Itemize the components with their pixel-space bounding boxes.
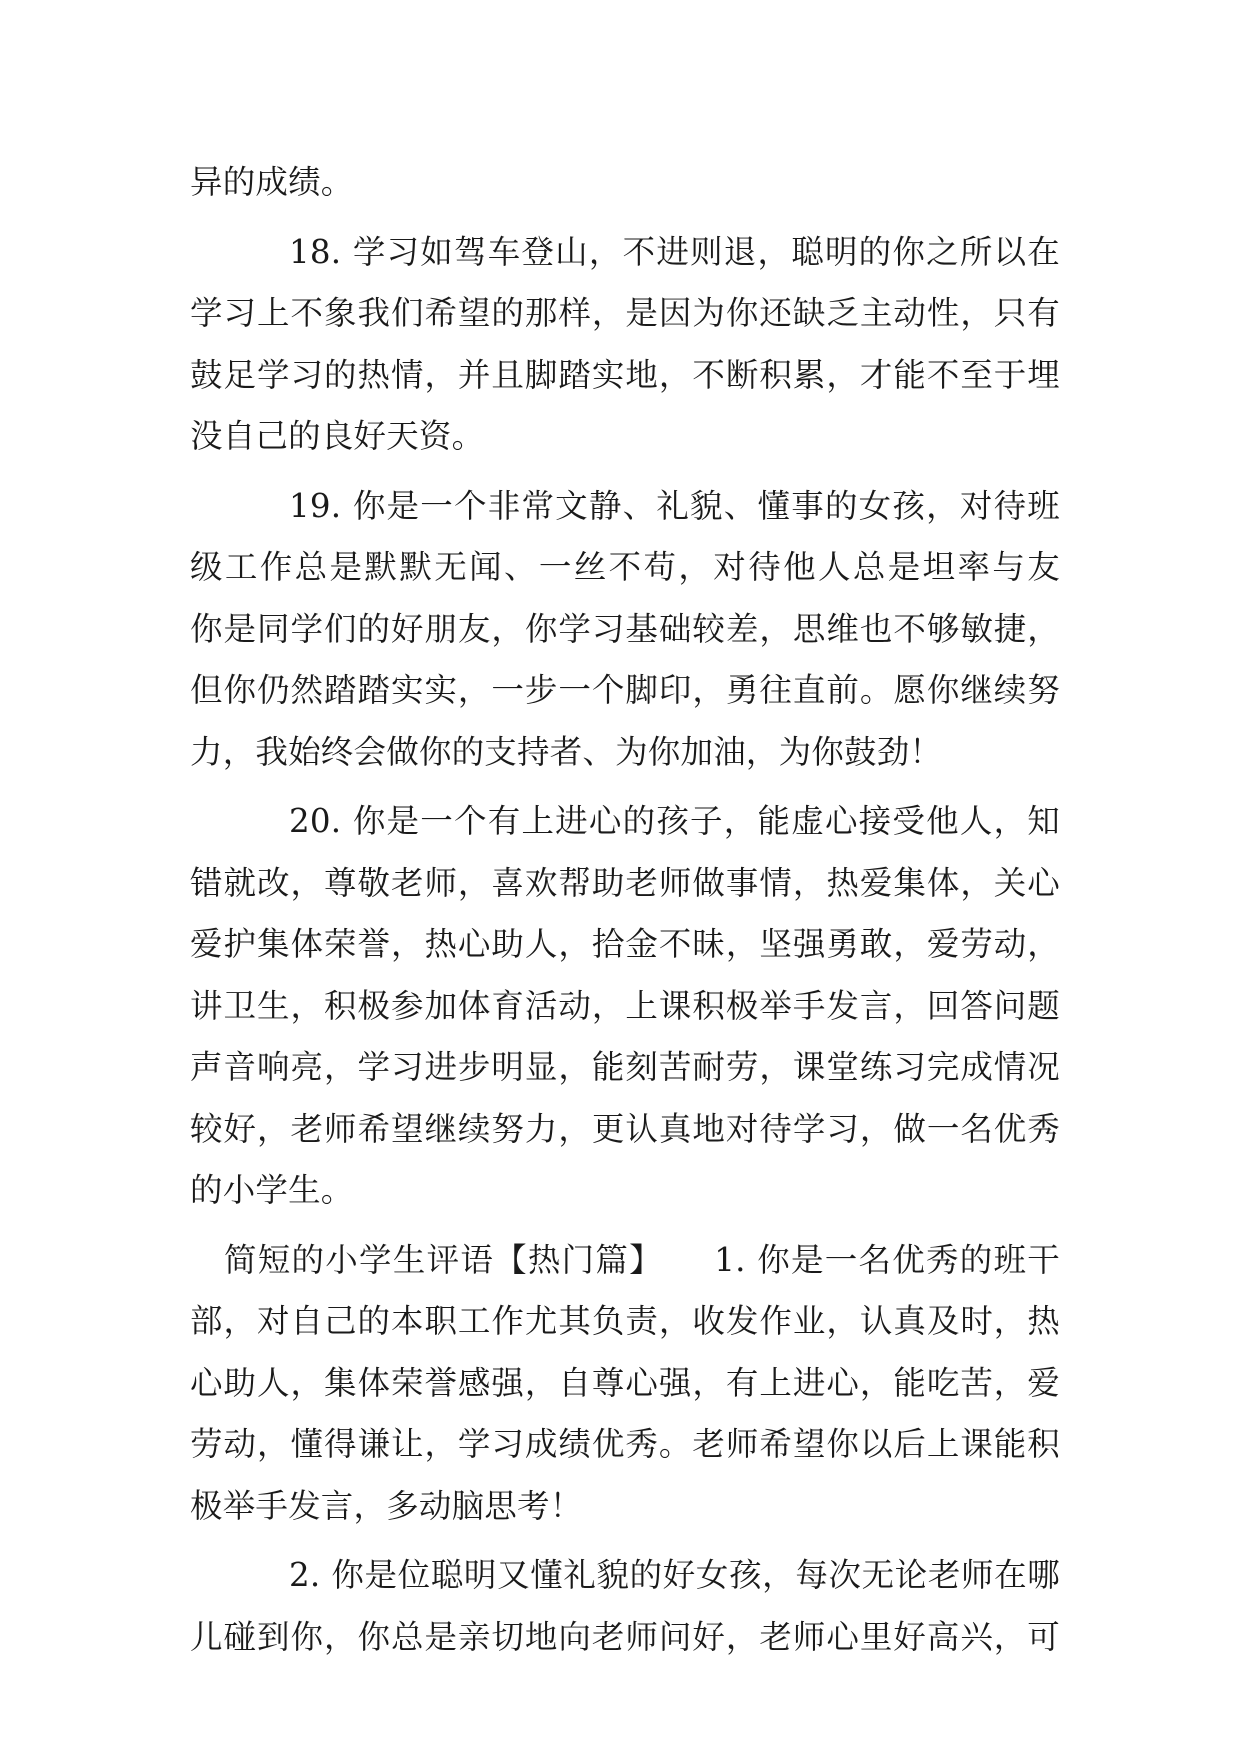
text-line: 学习上不象我们希望的那样，是因为你还缺乏主动性，只有 xyxy=(190,294,1060,332)
text-line: 19. 你是一个非常文静、礼貌、懂事的女孩，对待班 xyxy=(289,486,1060,525)
document-body xyxy=(190,152,1060,1668)
paragraph-gap xyxy=(190,214,1060,222)
text-line: 爱护集体荣誉，热心助人，拾金不昧，坚强勇敢，爱劳动， xyxy=(190,925,1060,963)
text-line: 20. 你是一个有上进心的孩子，能虚心接受他人，知 xyxy=(289,802,1060,840)
paragraph-gap xyxy=(190,1222,1060,1230)
text-line: 级工作总是默默无闻、一丝不苟，对待他人总是坦率与友 xyxy=(190,548,1060,586)
text-line: 但你仍然踏踏实实，一步一个脚印，勇往直前。愿你继续努 xyxy=(190,671,1060,709)
text-line: 简短的小学生评语【热门篇】 1. 你是一名优秀的班干 xyxy=(224,1240,1060,1279)
text-line: 18. 学习如驾车登山，不进则退，聪明的你之所以在 xyxy=(289,232,1060,271)
text-line: 极举手发言，多动脑思考！ xyxy=(190,1486,583,1525)
text-line: 劳动，懂得谦让，学习成绩优秀。老师希望你以后上课能积 xyxy=(190,1425,1060,1463)
text-line: 2. 你是位聪明又懂礼貌的好女孩，每次无论老师在哪 xyxy=(289,1556,1060,1594)
paragraph-gap xyxy=(190,783,1060,791)
text-line: 的小学生。 xyxy=(190,1171,354,1209)
text-line: 你是同学们的好朋友，你学习基础较差，思维也不够敏捷， xyxy=(190,609,1060,648)
text-line: 错就改，尊敬老师，喜欢帮助老师做事情，热爱集体，关心 xyxy=(190,863,1060,902)
text-line: 没自己的良好天资。 xyxy=(190,417,485,455)
text-line: 鼓足学习的热情，并且脚踏实地，不断积累，才能不至于埋 xyxy=(190,355,1060,394)
text-line: 部，对自己的本职工作尤其负责，收发作业，认真及时，热 xyxy=(190,1302,1060,1340)
text-line: 讲卫生，积极参加体育活动，上课积极举手发言，回答问题 xyxy=(190,986,1060,1025)
text-line: 声音响亮，学习进步明显，能刻苦耐劳，课堂练习完成情况 xyxy=(190,1048,1060,1086)
paragraph-gap xyxy=(190,1537,1060,1545)
text-line: 心助人，集体荣誉感强，自尊心强，有上进心，能吃苦，爱 xyxy=(190,1363,1060,1402)
text-line: 较好，老师希望继续努力，更认真地对待学习，做一名优秀 xyxy=(190,1109,1060,1148)
paragraph-gap xyxy=(190,468,1060,476)
text-line: 力，我始终会做你的支持者、为你加油，为你鼓劲！ xyxy=(190,732,943,771)
text-line: 异的成绩。 xyxy=(190,163,354,201)
text-line: 儿碰到你，你总是亲切地向老师问好，老师心里好高兴，可 xyxy=(190,1617,1060,1656)
